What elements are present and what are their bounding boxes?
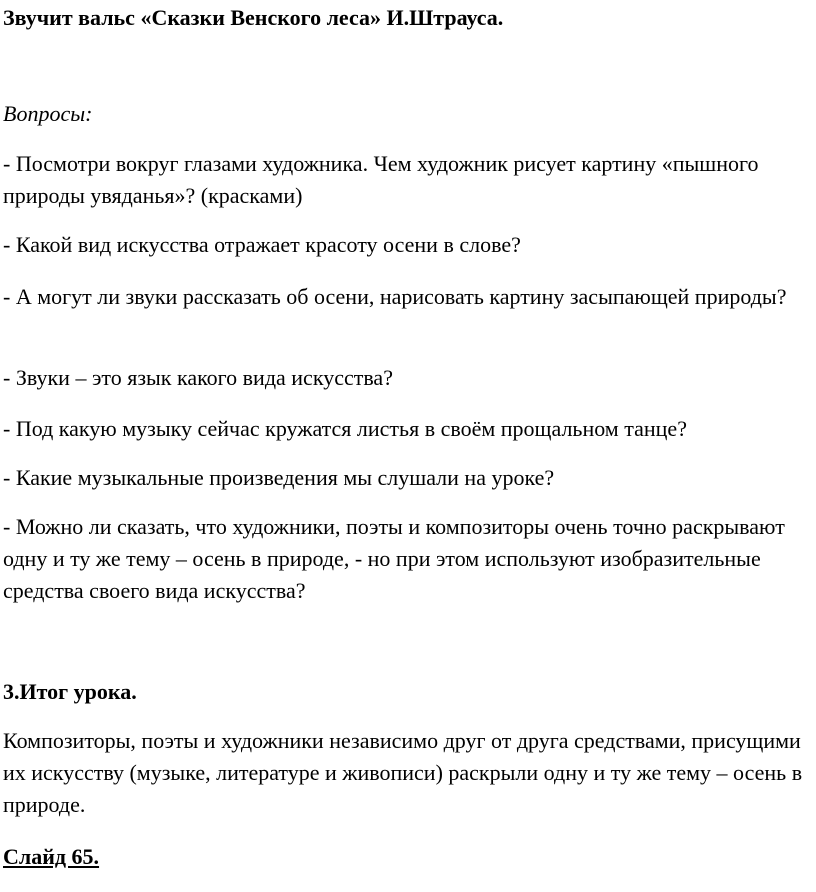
question-item: - Можно ли сказать, что художники, поэты и композиторы очень точно раскрывают одну и ту же тему – осень в природе, - но при этом используют изобразительные средства своего вида искусства? [3,514,785,603]
summary-paragraph: Композиторы, поэты и художники независимо друг от друга средствами, присущими их искусству (музыке, литературе и живописи) раскрыли одну и ту же тему – осень в природе. [3,728,803,817]
slide-label: Слайд 65. [3,844,100,869]
question-item: - Какие музыкальные произведения мы слушали на уроке? [3,465,555,490]
question-item: - Посмотри вокруг глазами художника. Чем художник рисует картину «пышного природы увяданья»? (красками) [3,151,759,208]
question-item: - Какой вид искусства отражает красоту осени в слове? [3,232,521,257]
questions-label: Вопросы: [3,101,93,126]
question-item: - Под какую музыку сейчас кружатся листья в своём прощальном танце? [3,416,687,441]
question-item: - А могут ли звуки рассказать об осени, нарисовать картину засыпающей природы? [3,284,787,309]
section-heading: 3.Итог урока. [3,679,137,704]
intro-heading: Звучит вальс «Сказки Венского леса» И.Штрауса. [3,5,504,30]
question-item: - Звуки – это язык какого вида искусства? [3,365,393,390]
